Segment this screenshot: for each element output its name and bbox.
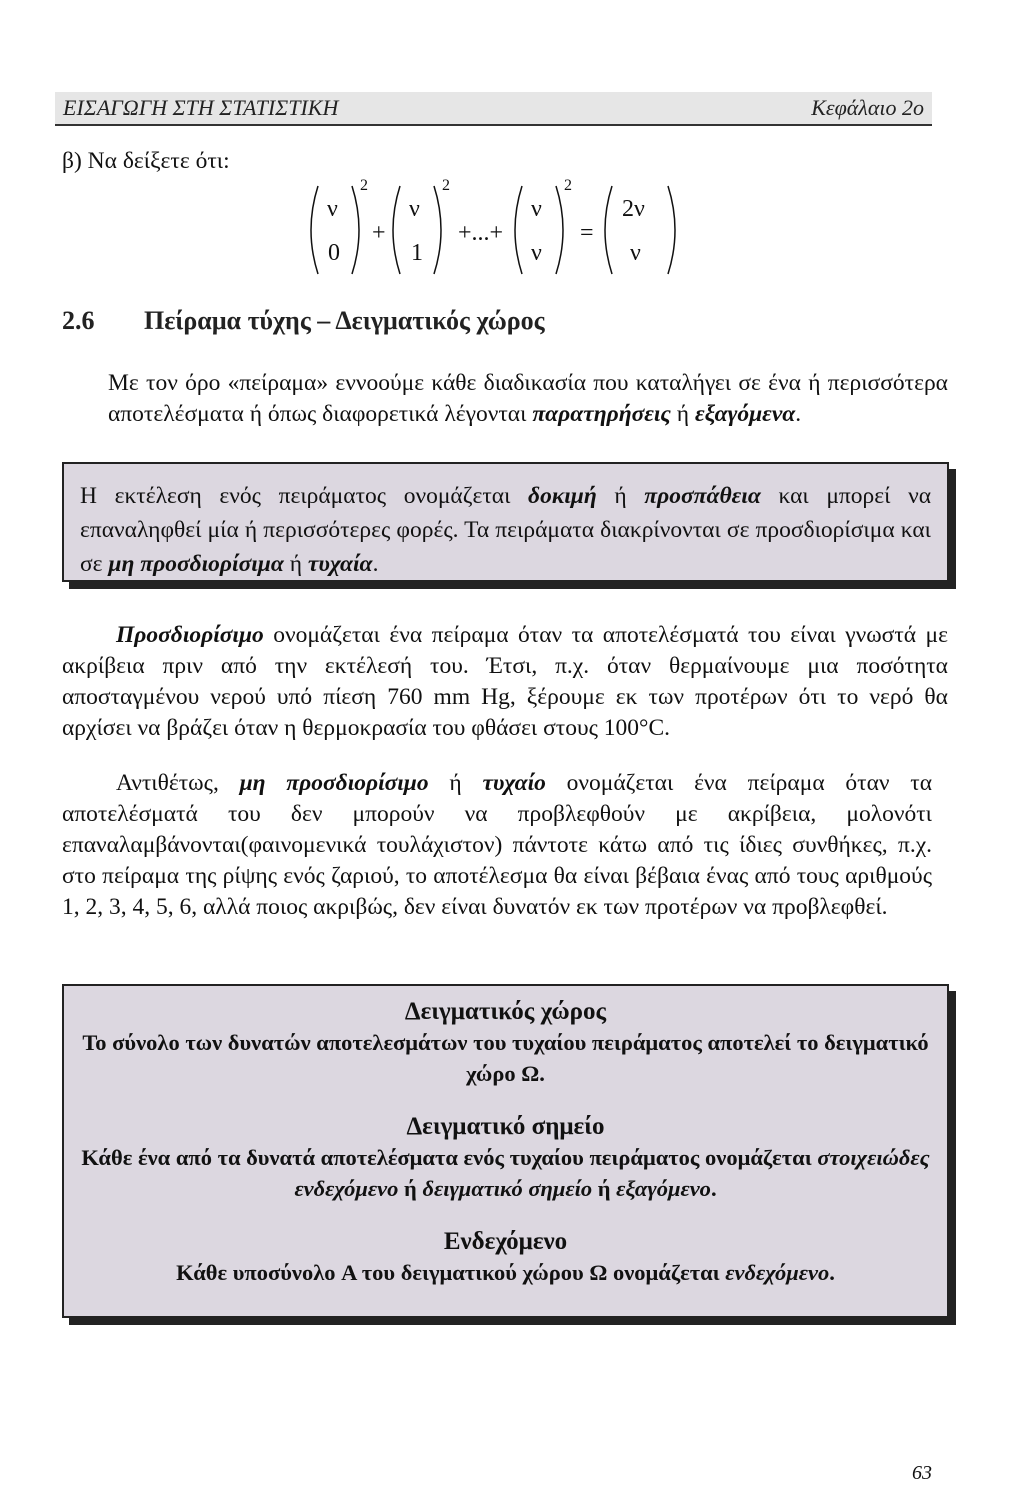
term2-top: ν [409,196,420,222]
header-chapter: Κεφάλαιο 2ο [811,95,924,120]
ellipsis-sign: +...+ [458,220,504,246]
event-text: Κάθε υποσύνολο A του δειγματικού χώρου Ω ονομάζεται ενδεχόμενο. [176,1260,835,1285]
term-random-2: τυχαίο [482,770,546,796]
exercise-prompt: β) Να δείξετε ότι: [62,148,230,174]
term-trial: δοκιμή [528,483,597,509]
term-outcome: εξαγόμενο [616,1176,711,1201]
term4-bottom: ν [630,240,641,266]
term3-top: ν [531,196,542,222]
term-non-deterministic: μη προσδιορίσιμα [108,551,284,577]
plus-sign: + [372,220,386,246]
section-title: Πείραμα τύχης – Δειγματικός χώρος [144,306,545,335]
event-title: Ενδεχόμενο [443,1228,568,1255]
sample-point-text: Κάθε ένα από τα δυνατά αποτελέσματα ενός τυχαίου πειράματος ονομάζεται στοιχειώδες ενδεχόμενο ή δειγματικό σημείο ή εξαγόμενο. [81,1145,930,1201]
paragraph-experiment-definition: Με τον όρο «πείραμα» εννοούμε κάθε διαδικασία που καταλήγει σε ένα ή περισσότερα αποτελέσματα ή όπως διαφορετικά λέγονται παρατηρήσεις ή εξαγόμενα. [108,370,948,427]
term2-bottom: 1 [411,240,423,266]
term1-bottom: 0 [328,240,340,266]
event-block [64,1204,947,1288]
term3-bottom: ν [531,240,542,266]
sample-space-block [64,986,947,1089]
trial-definition-text: Η εκτέλεση ενός πειράματος ονομάζεται δοκιμή ή προσπάθεια και μπορεί να επαναληφθεί μία ή περισσότερες φορές. Τα πειράματα διακρίνονται σε προσδιορίσιμα και σε μη προσδιορίσιμα ή τυχαία. [80,483,932,577]
equals-sign: = [580,220,594,246]
sample-space-title: Δειγματικός χώρος [404,998,607,1025]
term-non-deterministic-2: μη προσδιορίσιμο [239,770,429,796]
section-number: 2.6 [62,306,95,335]
page-number: 63 [912,1462,932,1484]
term-elementary-event: στοιχειώδες ενδεχόμενο [294,1145,930,1201]
sample-space-text: Το σύνολο των δυνατών αποτελεσμάτων του τυχαίου πειράματος αποτελεί το δειγματικό χώρο Ω. [82,1030,929,1086]
term2-exponent: 2 [442,177,450,194]
paragraph-random: Αντιθέτως, μη προσδιορίσιμο ή τυχαίο ονομάζεται ένα πείραμα όταν τα αποτελέσματά του δεν μπορούν να προβλεφθούν με ακρίβεια, μολονότι επαναλαμβάνονται(φαινομενικά τουλάχιστον) πάντοτε κάτω από τις ίδιες συνθήκες, π.χ. στο πείραμα της ρίψης ενός ζαριού, το αποτέλεσμα θα είναι βέβαια ένας από τους αριθμούς 1, 2, 3, 4, 5, 6, αλλά ποιος ακριβώς, δεν είναι δυνατόν εκ των προτέρων να προβλεφθεί. [62,770,933,920]
term-random: τυχαία [307,551,373,577]
term-deterministic: Προσδιορίσιμο [116,622,264,648]
running-header [55,92,932,126]
sample-point-title: Δειγματικό σημείο [406,1113,605,1140]
binomial-formula [300,168,700,288]
term4-top: 2ν [622,196,645,222]
term-observations: παρατηρήσεις [532,401,671,427]
sample-point-block [64,1089,947,1204]
term3-exponent: 2 [564,177,572,194]
term-sample-point: δειγματικό σημείο [422,1176,593,1201]
definition-box-trial [62,462,949,582]
term-outcomes: εξαγόμενα [694,401,796,427]
header-book-title: ΕΙΣΑΓΩΓΗ ΣΤΗ ΣΤΑΤΙΣΤΙΚΗ [63,95,339,120]
term1-exponent: 2 [360,177,368,194]
section-heading [62,306,545,336]
term-attempt: προσπάθεια [644,483,761,509]
term-event: ενδεχόμενο [725,1260,830,1285]
term1-top: ν [327,196,338,222]
definition-box-sample-space [62,984,949,1318]
paragraph-deterministic: Προσδιορίσιμο ονομάζεται ένα πείραμα όταν τα αποτελέσματά του είναι γνωστά με ακρίβεια πριν από την εκτέλεσή του. Έτσι, π.χ. όταν θερμαίνουμε μια ποσότητα αποσταγμένου νερού υπό πίεση 760 mm Hg, ξέρουμε εκ των προτέρων ότι το νερό θα αρχίσει να βράζει όταν η θερμοκρασία του φθάσει στους 100°C. [62,622,948,741]
